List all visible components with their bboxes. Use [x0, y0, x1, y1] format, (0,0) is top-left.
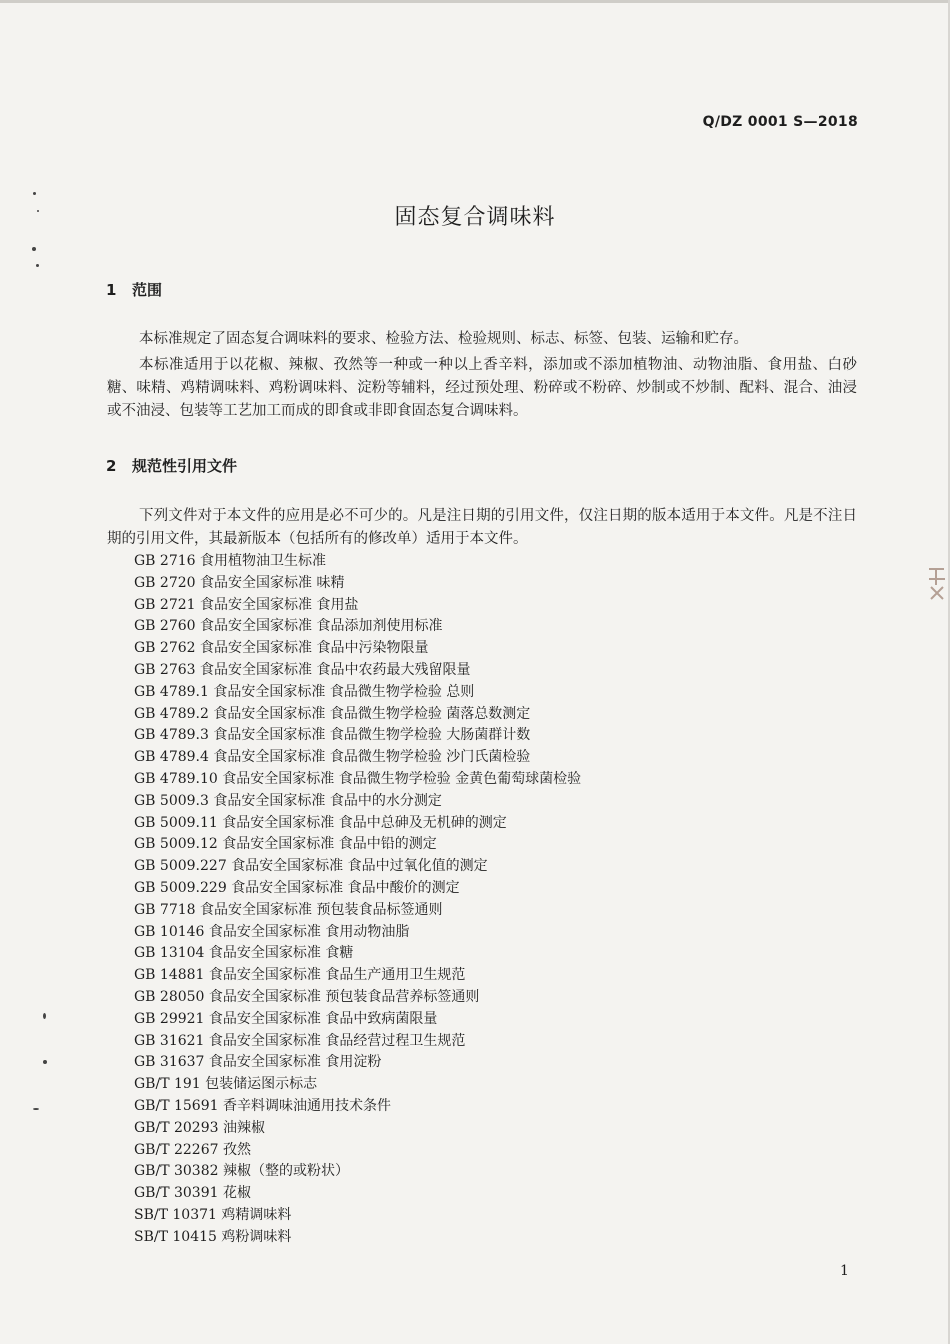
reference-item	[134, 551, 581, 573]
reference-item	[134, 1161, 581, 1183]
reference-item	[134, 1205, 581, 1227]
reference-code: GB 7718	[134, 901, 196, 918]
reference-item	[134, 1074, 581, 1096]
reference-code: GB/T 30382	[134, 1163, 219, 1180]
reference-title: 食品安全国家标准 食品中的水分测定	[213, 792, 442, 809]
reference-item	[134, 1031, 581, 1053]
scan-top-edge	[0, 0, 950, 3]
reference-code: GB 2721	[134, 596, 196, 613]
reference-code: GB 4789.10	[134, 770, 218, 787]
scan-speck	[32, 247, 36, 251]
reference-code: GB 29921	[134, 1010, 205, 1027]
reference-item	[134, 878, 581, 900]
reference-code: GB 4789.3	[134, 727, 209, 744]
reference-title: 食品安全国家标准 食用淀粉	[208, 1054, 382, 1071]
section-number: 2	[106, 457, 117, 475]
section-1-paragraph-2: 本标准适用于以花椒、辣椒、孜然等一种或一种以上香辛料，添加或不添加植物油、动物油脂、食用盐、白砂糖、味精、鸡精调味料、鸡粉调味料、淀粉等辅料，经过预处理、粉碎或不粉碎、炒制或不炒制、配料、混合、油浸或不油浸、包装等工艺加工而成的即食或非即食固态复合调味料。	[107, 357, 857, 419]
reference-item	[134, 682, 581, 704]
side-seal-fragment	[926, 565, 948, 605]
reference-code: GB 2760	[134, 618, 196, 635]
reference-code: GB 4789.2	[134, 705, 209, 722]
section-1-paragraph-1: 本标准规定了固态复合调味料的要求、检验方法、检验规则、标志、标签、包装、运输和贮存。	[139, 331, 748, 347]
section-number: 1	[106, 281, 117, 299]
reference-code: GB/T 15691	[134, 1097, 219, 1114]
reference-item	[134, 573, 581, 595]
reference-title: 食品安全国家标准 食品添加剂使用标准	[200, 618, 443, 635]
reference-item	[134, 769, 581, 791]
reference-item	[134, 1118, 581, 1140]
reference-title: 辣椒（整的或粉状）	[222, 1163, 349, 1180]
reference-title: 食品安全国家标准 食品微生物学检验 沙门氏菌检验	[213, 749, 531, 766]
reference-item	[134, 1227, 581, 1249]
reference-code: GB 5009.3	[134, 792, 209, 809]
reference-title: 食品安全国家标准 食品中农药最大残留限量	[200, 661, 471, 678]
reference-title: 鸡粉调味料	[221, 1228, 292, 1245]
reference-item	[134, 1140, 581, 1162]
reference-code: GB 2720	[134, 574, 196, 591]
reference-code: GB 4789.4	[134, 749, 209, 766]
scan-speck	[37, 210, 39, 212]
reference-title: 香辛料调味油通用技术条件	[222, 1097, 391, 1114]
reference-title: 食品安全国家标准 食品中总砷及无机砷的测定	[222, 814, 507, 831]
scan-speck	[43, 1013, 46, 1019]
reference-item	[134, 638, 581, 660]
reference-title: 鸡精调味料	[221, 1206, 292, 1223]
reference-item	[134, 1052, 581, 1074]
scan-speck	[43, 1060, 47, 1064]
reference-title: 花椒	[222, 1185, 251, 1202]
reference-item	[134, 856, 581, 878]
section-2-intro: 下列文件对于本文件的应用是必不可少的。凡是注日期的引用文件，仅注日期的版本适用于本文件。凡是不注日期的引用文件，其最新版本（包括所有的修改单）适用于本文件。	[107, 508, 857, 547]
reference-title: 食品安全国家标准 食品微生物学检验 菌落总数测定	[213, 705, 531, 722]
section-title: 规范性引用文件	[132, 457, 238, 475]
reference-code: GB 31637	[134, 1054, 205, 1071]
reference-code: GB 5009.227	[134, 858, 227, 875]
reference-item	[134, 900, 581, 922]
reference-title: 包装储运图示标志	[205, 1076, 318, 1093]
reference-code: GB/T 22267	[134, 1141, 219, 1158]
reference-code: GB 13104	[134, 945, 205, 962]
reference-title: 食品安全国家标准 食品中过氧化值的测定	[231, 858, 488, 875]
reference-title: 食品安全国家标准 食用盐	[200, 596, 359, 613]
reference-item	[134, 747, 581, 769]
reference-code: GB/T 20293	[134, 1119, 219, 1136]
reference-item	[134, 725, 581, 747]
reference-title: 孜然	[222, 1141, 251, 1158]
reference-title: 食品安全国家标准 食品微生物学检验 金黄色葡萄球菌检验	[222, 770, 582, 787]
scan-speck	[33, 1108, 39, 1110]
reference-title: 食品安全国家标准 食品中铅的测定	[222, 836, 437, 853]
reference-title: 食品安全国家标准 预包装食品营养标签通则	[208, 988, 480, 1005]
reference-item	[134, 1009, 581, 1031]
reference-title: 食品安全国家标准 食品中酸价的测定	[231, 879, 460, 896]
section-2-heading	[106, 455, 237, 476]
reference-title: 食用植物油卫生标准	[200, 553, 327, 569]
reference-item	[134, 616, 581, 638]
reference-title: 食品安全国家标准 食品生产通用卫生规范	[208, 967, 466, 984]
reference-code: GB 2762	[134, 640, 196, 657]
scan-speck	[36, 264, 39, 267]
page-number: 1	[840, 1263, 849, 1279]
reference-item	[134, 1183, 581, 1205]
reference-item	[134, 660, 581, 682]
reference-title: 食品安全国家标准 预包装食品标签通则	[200, 901, 443, 918]
reference-item	[134, 1096, 581, 1118]
reference-code: GB/T 191	[134, 1076, 201, 1093]
reference-item	[134, 791, 581, 813]
reference-title: 油辣椒	[222, 1119, 265, 1136]
reference-title: 食品安全国家标准 味精	[200, 574, 345, 591]
reference-item	[134, 834, 581, 856]
reference-code: SB/T 10371	[134, 1206, 217, 1223]
section-title: 范围	[132, 281, 163, 299]
reference-code: GB 14881	[134, 967, 205, 984]
reference-title: 食品安全国家标准 食品微生物学检验 大肠菌群计数	[213, 727, 531, 744]
reference-code: GB 2763	[134, 661, 196, 678]
reference-item	[134, 813, 581, 835]
reference-title: 食品安全国家标准 食糖	[208, 945, 354, 962]
reference-item	[134, 943, 581, 965]
reference-code: GB 31621	[134, 1032, 205, 1049]
reference-code: GB 5009.11	[134, 814, 218, 831]
reference-title: 食品安全国家标准 食用动物油脂	[208, 923, 410, 940]
reference-title: 食品安全国家标准 食品微生物学检验 总则	[213, 683, 475, 700]
reference-item	[134, 595, 581, 617]
reference-code: GB 10146	[134, 923, 205, 940]
reference-code: GB 28050	[134, 988, 205, 1005]
document-code: Q/DZ 0001 S—2018	[702, 114, 858, 130]
reference-item	[134, 922, 581, 944]
reference-item	[134, 704, 581, 726]
reference-code: SB/T 10415	[134, 1228, 217, 1245]
reference-code: GB 5009.12	[134, 836, 218, 853]
reference-title: 食品安全国家标准 食品经营过程卫生规范	[208, 1032, 466, 1049]
scan-speck	[33, 192, 36, 195]
reference-item	[134, 965, 581, 987]
reference-list	[134, 551, 581, 1249]
document-title: 固态复合调味料	[394, 205, 556, 230]
reference-code: GB 4789.1	[134, 683, 209, 700]
reference-code: GB/T 30391	[134, 1185, 219, 1202]
reference-title: 食品安全国家标准 食品中污染物限量	[200, 640, 429, 657]
reference-item	[134, 987, 581, 1009]
reference-title: 食品安全国家标准 食品中致病菌限量	[208, 1010, 438, 1027]
reference-code: GB 2716	[134, 553, 196, 569]
seal-fragment-shape	[926, 565, 948, 605]
section-1-heading	[106, 279, 162, 300]
reference-code: GB 5009.229	[134, 879, 227, 896]
